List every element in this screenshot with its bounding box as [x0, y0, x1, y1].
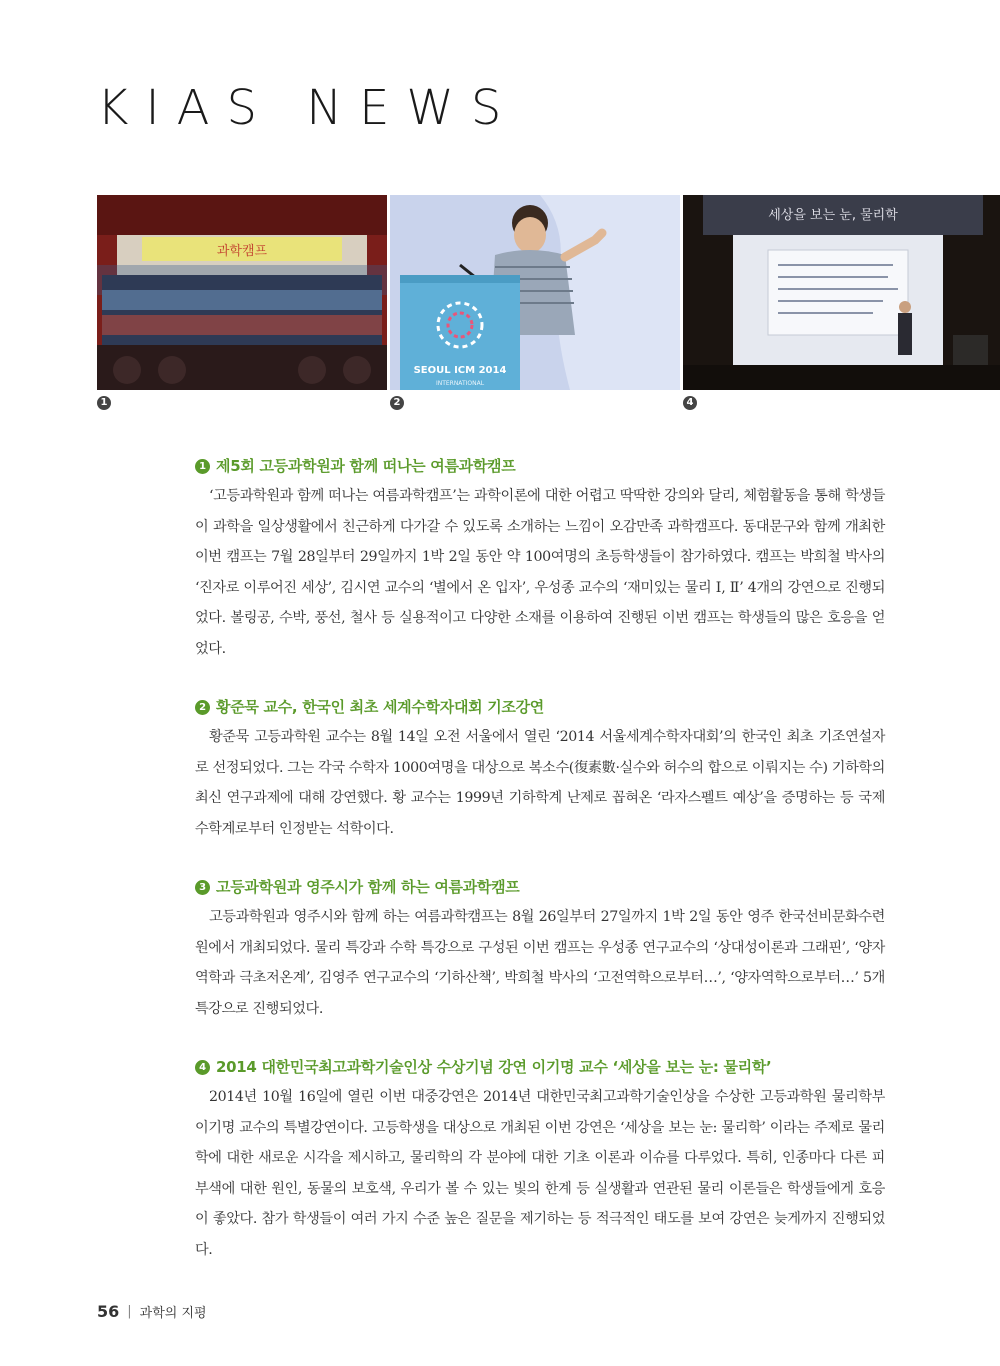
photo-label-4: 4 — [683, 396, 697, 410]
article-number-badge: 3 — [195, 880, 210, 895]
photo-icm-speaker — [390, 195, 680, 390]
podium-subtext: INTERNATIONAL — [435, 380, 485, 387]
photo-label-1: 1 — [97, 396, 111, 410]
article-4 — [195, 1054, 885, 1265]
footer-separator: | — [127, 1304, 132, 1319]
article-number-badge: 2 — [195, 700, 210, 715]
magazine-name: 과학의 지평 — [139, 1306, 207, 1321]
photo-label-2: 2 — [390, 396, 404, 410]
photo-lecture-hall — [683, 195, 1000, 390]
article-title: 고등과학원과 영주시가 함께 하는 여름과학캠프 — [216, 878, 520, 896]
article-heading — [195, 1054, 885, 1080]
article-3 — [195, 874, 885, 1024]
lecture-banner-text: 세상을 보는 눈, 물리학 — [768, 208, 898, 223]
photo-strip — [97, 195, 1000, 390]
camp-banner-text: 과학캠프 — [216, 244, 268, 259]
page-footer — [97, 1302, 207, 1321]
article-heading — [195, 453, 885, 479]
article-2 — [195, 694, 885, 844]
podium-text: SEOUL ICM 2014 — [413, 365, 507, 376]
article-title: 황준묵 교수, 한국인 최초 세계수학자대회 기조강연 — [216, 698, 545, 716]
masthead-title: KIAS NEWS — [97, 80, 519, 136]
photo-camp-group — [97, 195, 387, 390]
news-content — [195, 453, 885, 1295]
article-title: 2014 대한민국최고과학기술인상 수상기념 강연 이기명 교수 ‘세상을 보는 눈: 물리학’ — [216, 1058, 772, 1076]
article-1 — [195, 453, 885, 664]
article-number-badge: 1 — [195, 459, 210, 474]
article-body: ‘고등과학원과 함께 떠나는 여름과학캠프’는 과학이론에 대한 어렵고 딱딱한 강의와 달리, 체험활동을 통해 학생들이 과학을 일상생활에서 친근하게 다가갈 수 있도록 소개하는 느낌이 오감만족 과학캠프다. 동대문구와 함께 개최한 이번 캠프는 7월 28일부터 29일까지 1박 2일 동안 약 100여명의 초등학생들이 참가하였다. 캠프는 박희철 박사의 ‘진자로 이루어진 세상’, 김시연 교수의 ‘별에서 온 입자’, 우성종 교수의 ‘재미있는 물리 Ⅰ, Ⅱ’ 4개의 강연으로 진행되었다. 볼링공, 수박, 풍선, 철사 등 실용적이고 다양한 소재를 이용하여 진행된 이번 캠프는 학생들의 많은 호응을 얻었다. — [195, 488, 885, 657]
article-body: 고등과학원과 영주시와 함께 하는 여름과학캠프는 8월 26일부터 27일까지 1박 2일 동안 영주 한국선비문화수련원에서 개최되었다. 물리 특강과 수학 특강으로 구성된 이번 캠프는 우성종 연구교수의 ‘상대성이론과 그래핀’, ‘양자역학과 극초저온계’, 김영주 연구교수의 ‘기하산책’, 박희철 박사의 ‘고전역학으로부터…’, ‘양자역학으로부터…’ 5개 특강으로 진행되었다. — [195, 909, 885, 1017]
article-number-badge: 4 — [195, 1060, 210, 1075]
article-body: 황준묵 고등과학원 교수는 8월 14일 오전 서울에서 열린 ‘2014 서울세계수학자대회’의 한국인 최초 기조연설자로 선정되었다. 그는 각국 수학자 1000여명을 대상으로 복소수(復素數·실수와 허수의 합으로 이뤄지는 수) 기하학의 최신 연구과제에 대해 강연했다. 황 교수는 1999년 기하학계 난제로 꼽혀온 ‘라자스펠트 예상’을 증명하는 등 국제 수학계로부터 인정받는 석학이다. — [195, 729, 885, 837]
article-title: 제5회 고등과학원과 함께 떠나는 여름과학캠프 — [216, 457, 516, 475]
page-number: 56 — [97, 1302, 120, 1321]
article-heading — [195, 694, 885, 720]
article-heading — [195, 874, 885, 900]
article-body: 2014년 10월 16일에 열린 이번 대중강연은 2014년 대한민국최고과학기술인상을 수상한 고등과학원 물리학부 이기명 교수의 특별강연이다. 고등학생을 대상으로 개최된 이번 강연은 ‘세상을 보는 눈: 물리학’ 이라는 주제로 물리학에 대한 새로운 시각을 제시하고, 물리학의 각 분야에 대한 기초 이론과 이슈를 다루었다. 특히, 인종마다 다른 피부색에 대한 원인, 동물의 보호색, 우리가 볼 수 있는 빛의 한계 등 실생활과 연관된 물리 이론들은 학생들에게 호응이 좋았다. 참가 학생들이 여러 가지 수준 높은 질문을 제기하는 등 적극적인 태도를 보여 강연은 늦게까지 진행되었다. — [195, 1089, 885, 1258]
